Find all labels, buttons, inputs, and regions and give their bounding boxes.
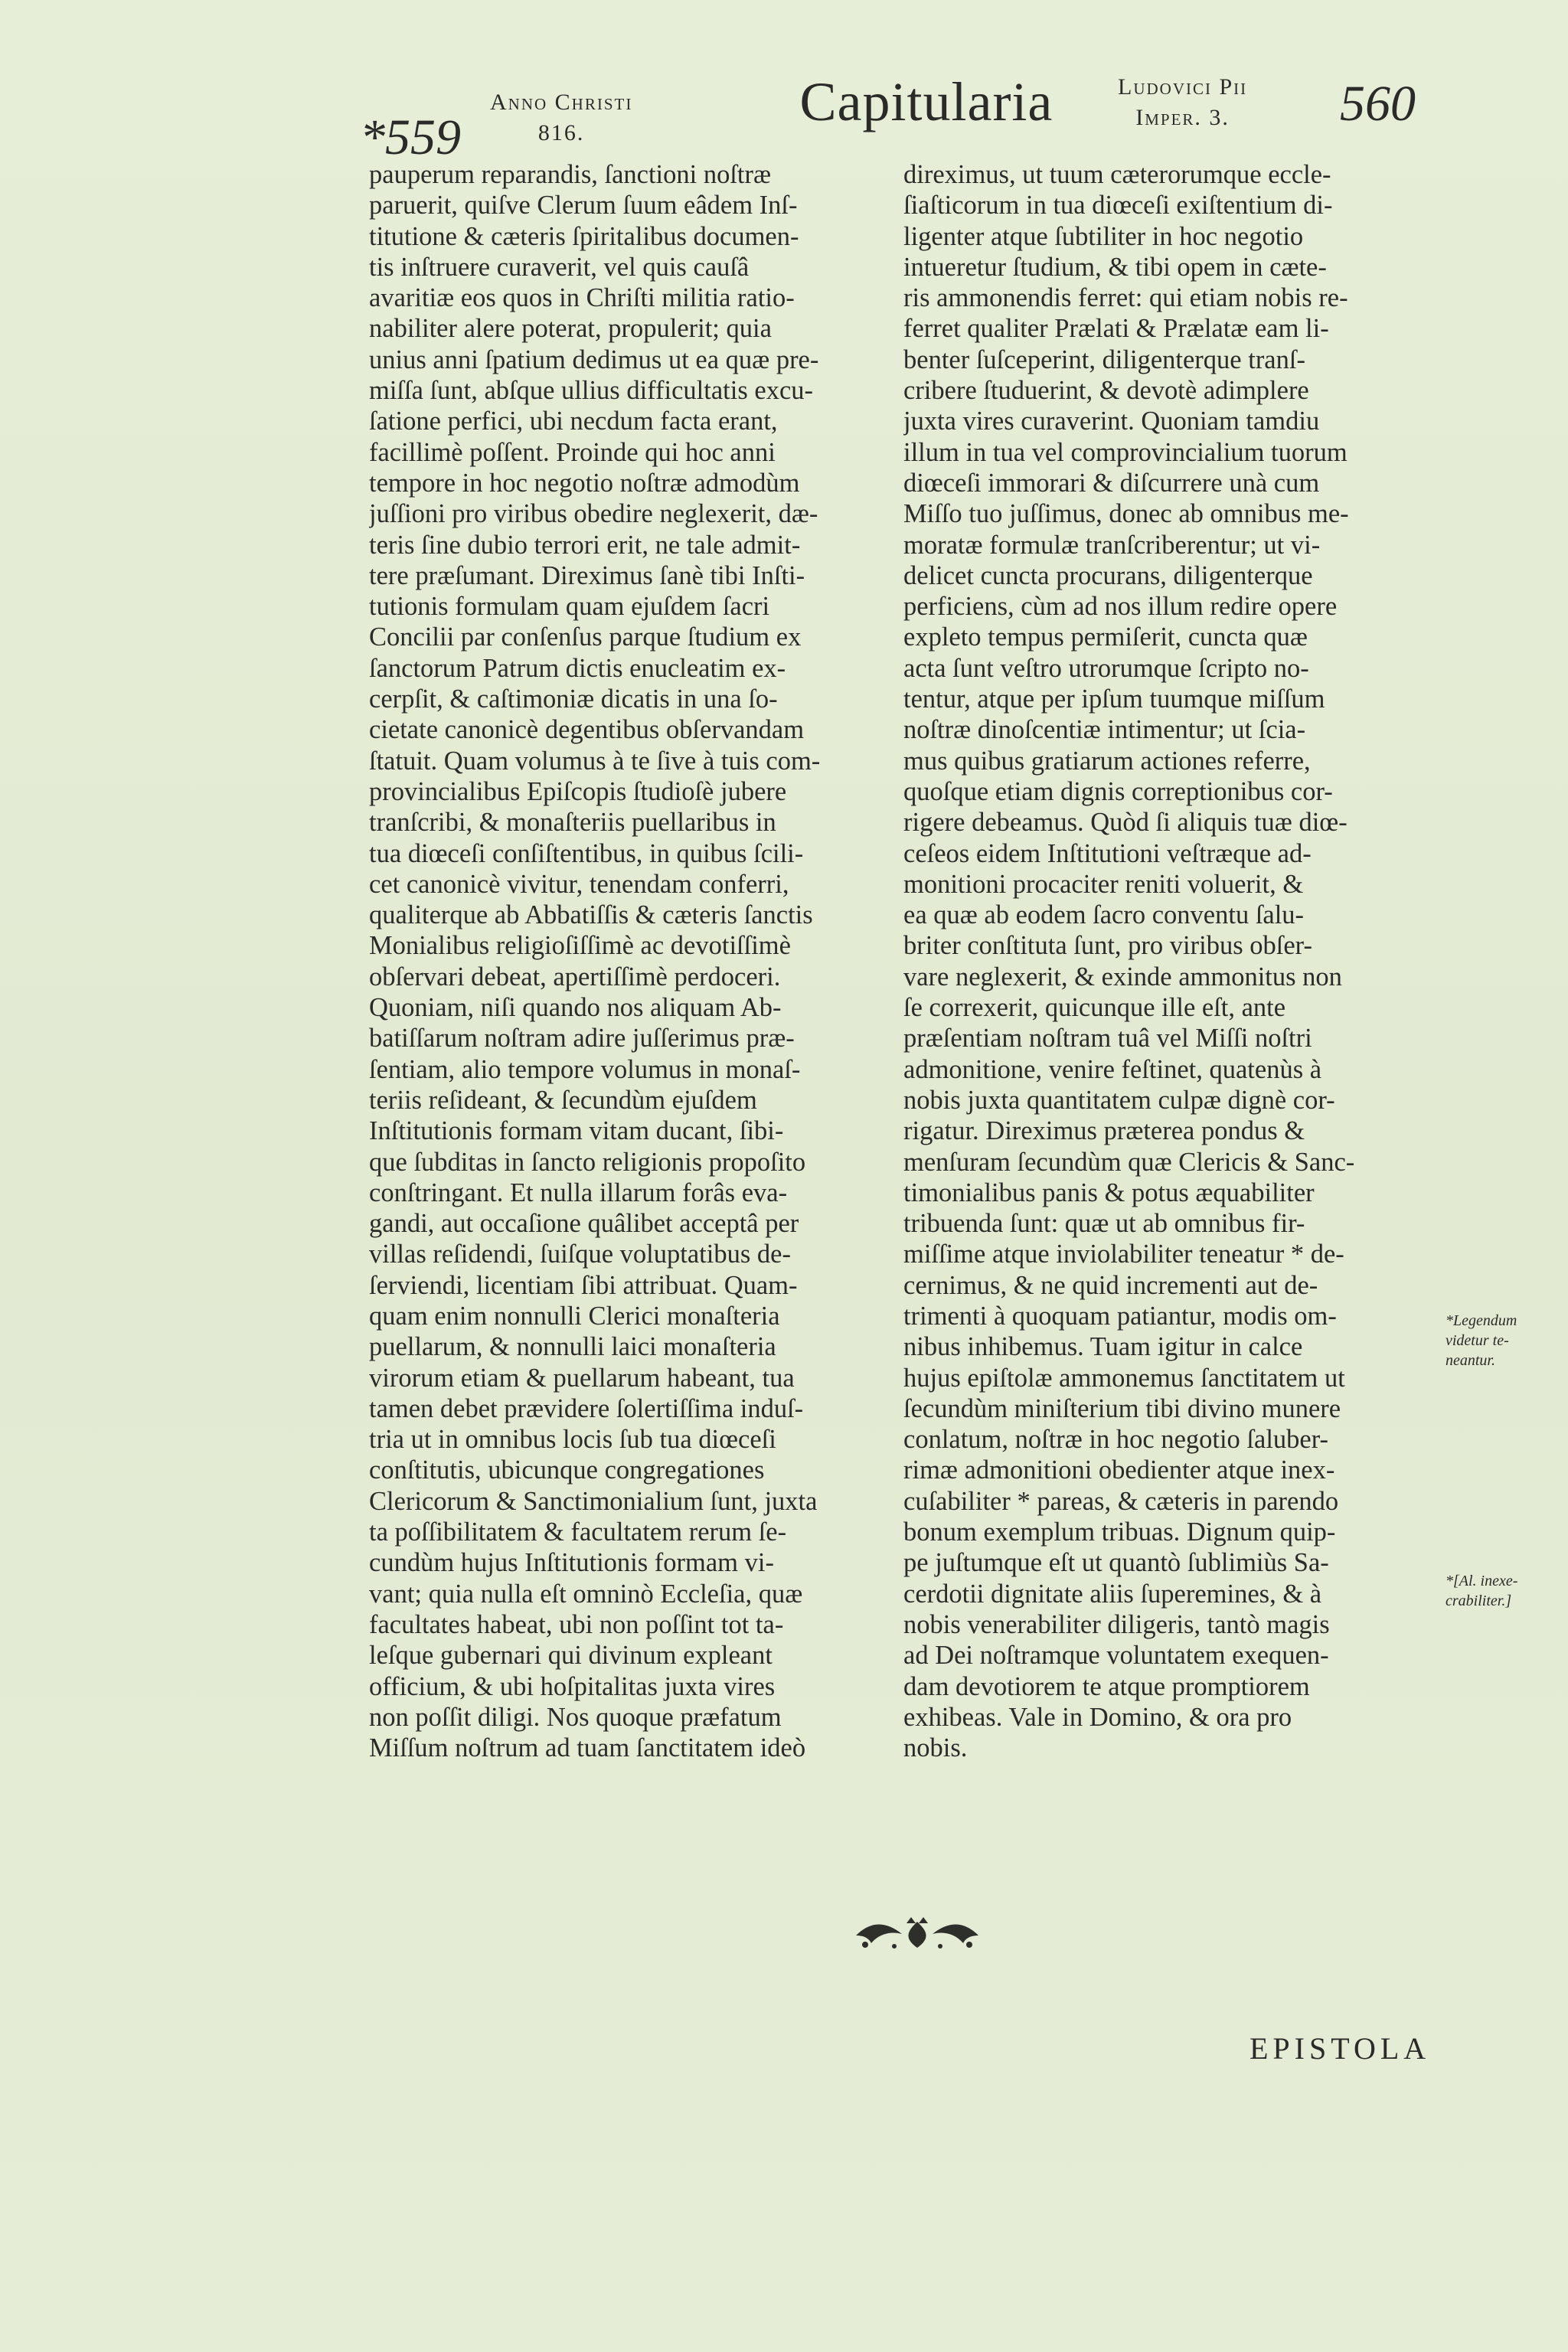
- fleuron-ornament-icon: [848, 1914, 986, 1957]
- text-column-right: [903, 159, 1439, 1763]
- text-line: cernimus, & ne quid incrementi aut de-: [903, 1270, 1318, 1300]
- margin-note-2: [1446, 1571, 1517, 1611]
- text-line: acta ſunt veſtro utrorumque ſcripto no-: [903, 653, 1309, 683]
- text-line: pauperum reparandis, ſanctioni noſtræ: [369, 160, 772, 189]
- text-line: rimæ admonitioni obedienter atque inex-: [903, 1455, 1335, 1485]
- text-line: dam devotiorem te atque promptiorem: [903, 1671, 1310, 1701]
- text-line: nobis venerabiliter diligeris, tantò magis: [903, 1609, 1330, 1639]
- text-line: tutionis formulam quam ejuſdem ſacri: [369, 592, 770, 622]
- text-line: tere præſumant. Direximus ſanè tibi Inſti-: [369, 560, 805, 590]
- text-line: noſtræ dinoſcentiæ intimentur; ut ſcia-: [903, 715, 1306, 745]
- ludovici-pii: Ludovici Pii: [1118, 74, 1248, 100]
- text-line: teriis reſideant, & ſecundùm ejuſdem: [369, 1085, 757, 1115]
- running-title: Capitularia: [799, 71, 1054, 132]
- text-line: avaritiæ eos quos in Chriſti militia ratio-: [369, 283, 795, 313]
- margin-note-1-line: *Legendum: [1446, 1312, 1517, 1329]
- text-line: ſatione perfici, ubi necdum facta erant,: [369, 407, 778, 436]
- text-line: conſtringant. Et nulla illarum forâs eva-: [369, 1178, 788, 1207]
- margin-note-2-line: *[Al. inexe-: [1446, 1573, 1518, 1589]
- text-line: ſanctorum Patrum dictis enucleatim ex-: [369, 653, 786, 683]
- text-line: vant; quia nulla eſt omninò Eccleſia, quæ: [369, 1579, 803, 1609]
- text-line: titutione & cæteris ſpiritalibus documen-: [369, 221, 799, 251]
- text-line: qualiterque ab Abbatiſſis & cæteris ſanctis: [369, 900, 813, 930]
- text-line: ceſeos eidem Inſtitutioni veſtræque ad-: [903, 838, 1312, 868]
- running-head-emperor: [1118, 72, 1247, 133]
- margin-note-1-line: videtur te-: [1446, 1332, 1509, 1349]
- text-line: nabiliter alere poterat, propulerit; quia: [369, 314, 772, 344]
- text-line: gandi, aut occaſione quâlibet acceptâ per: [369, 1209, 799, 1239]
- text-line: cundùm hujus Inſtitutionis formam vi-: [369, 1548, 774, 1578]
- text-line: virorum etiam & puellarum habeant, tua: [369, 1363, 795, 1393]
- text-line: juſſioni pro viribus obedire neglexerit, dæ-: [369, 499, 818, 529]
- text-column-left: [369, 159, 905, 1763]
- text-line: quam enim nonnulli Clerici monaſteria: [369, 1301, 780, 1331]
- imper-year: Imper. 3.: [1135, 105, 1230, 130]
- text-line: direximus, ut tuum cæterorumque eccle-: [903, 160, 1331, 189]
- text-line: conſtitutis, ubicunque congregationes: [369, 1455, 765, 1485]
- text-line: cet canonicè vivitur, tenendam conferri,: [369, 869, 789, 899]
- text-line: ſerviendi, licentiam ſibi attribuat. Quam-: [369, 1270, 798, 1300]
- text-line: bonum exemplum tribuas. Dignum quip-: [903, 1517, 1336, 1547]
- text-line: delicet cuncta procurans, diligenterque: [903, 560, 1313, 590]
- text-line: monitioni procaciter reniti voluerit, &: [903, 869, 1304, 899]
- text-line: nobis juxta quantitatem culpæ dignè cor-: [903, 1085, 1335, 1115]
- running-head-year: [490, 87, 632, 149]
- text-line: ſtatuit. Quam volumus à te ſive à tuis com-: [369, 746, 821, 776]
- text-line: ea quæ ab eodem ſacro conventu ſalu-: [903, 900, 1305, 930]
- text-line: tamen debet prævidere ſolertiſſima induſ-: [369, 1393, 804, 1423]
- text-line: benter ſuſceperint, diligenterque tranſ-: [903, 345, 1305, 374]
- text-line: ſe correxerit, quicunque ille eſt, ante: [903, 993, 1286, 1023]
- text-line: admonitione, venire feſtinet, quatenùs à: [903, 1054, 1322, 1084]
- text-line: conlatum, noſtræ in hoc negotio ſaluber-: [903, 1425, 1329, 1455]
- text-line: trimenti à quoquam patiantur, modis om-: [903, 1301, 1337, 1331]
- margin-note-2-line: crabiliter.]: [1446, 1592, 1512, 1609]
- text-line: batiſſarum noſtram adire juſſerimus præ-: [369, 1024, 795, 1054]
- text-line: nibus inhibemus. Tuam igitur in calce: [903, 1332, 1303, 1362]
- text-line: cietate canonicè degentibus obſervandam: [369, 715, 805, 745]
- text-line: cuſabiliter * pareas, & cæteris in parendo: [903, 1486, 1339, 1516]
- text-line: facillimè poſſent. Proinde qui hoc anni: [369, 437, 776, 467]
- margin-note-1: [1446, 1311, 1517, 1370]
- text-line: facultates habeat, ubi non poſſint tot ta-: [369, 1609, 784, 1639]
- text-line: ſecundùm miniſterium tibi divino munere: [903, 1393, 1341, 1423]
- text-line: Monialibus religioſiſſimè ac devotiſſimè: [369, 931, 791, 961]
- text-line: tis inſtruere curaverit, vel quis cauſâ: [369, 252, 750, 282]
- text-line: rigere debeamus. Quòd ſi aliquis tuæ diœ-: [903, 808, 1348, 838]
- text-line: cerdotii dignitate aliis ſuperemines, & à: [903, 1579, 1322, 1609]
- catchword: EPISTOLA: [1250, 2031, 1431, 2066]
- text-line: villas reſidendi, ſuiſque voluptatibus de-: [369, 1240, 791, 1269]
- text-line: expleto tempus permiſerit, cuncta quæ: [903, 622, 1308, 652]
- text-line: obſervari debeat, apertiſſimè perdoceri.: [369, 962, 781, 991]
- text-line: Miſſum noſtrum ad tuam ſanctitatem ideò: [369, 1733, 806, 1763]
- text-line: cribere ſtuduerint, & devotè adimplere: [903, 376, 1309, 406]
- text-line: tribuenda ſunt: quæ ut ab omnibus fir-: [903, 1209, 1305, 1239]
- text-line: paruerit, quiſve Clerum ſuum eâdem Inſ-: [369, 191, 798, 220]
- text-line: leſque gubernari qui divinum expleant: [369, 1641, 773, 1671]
- text-line: tua diœceſi conſiſtentibus, in quibus ſcili-: [369, 838, 804, 868]
- text-line: officium, & ubi hoſpitalitas juxta vires: [369, 1671, 776, 1701]
- text-line: provincialibus Epiſcopis ſtudioſè jubere: [369, 776, 787, 806]
- text-line: juxta vires curaverint. Quoniam tamdiu: [903, 407, 1320, 436]
- text-line: Inſtitutionis formam vitam ducant, ſibi-: [369, 1116, 784, 1146]
- anno-christi: Anno Christi: [490, 90, 633, 115]
- text-line: miſſa ſunt, abſque ullius difficultatis excu-: [369, 376, 813, 406]
- text-line: quoſque etiam dignis correptionibus cor-: [903, 776, 1333, 806]
- page-number-left: *559: [360, 109, 461, 165]
- text-line: rigatur. Direximus præterea pondus &: [903, 1116, 1305, 1146]
- text-line: menſuram ſecundùm quæ Clericis & Sanc-: [903, 1147, 1355, 1177]
- text-line: ſentiam, alio tempore volumus in monaſ-: [369, 1054, 801, 1084]
- text-line: tranſcribi, & monaſteriis puellaribus in: [369, 808, 776, 838]
- text-line: tempore in hoc negotio noſtræ admodùm: [369, 468, 800, 498]
- text-line: tria ut in omnibus locis ſub tua diœceſi: [369, 1425, 776, 1455]
- text-line: exhibeas. Vale in Domino, & ora pro: [903, 1702, 1292, 1732]
- margin-note-1-line: neantur.: [1446, 1352, 1495, 1369]
- text-line: ris ammonendis ferret: qui etiam nobis re-: [903, 283, 1348, 313]
- text-line: diœceſi immorari & diſcurrere unà cum: [903, 468, 1320, 498]
- text-line: perficiens, cùm ad nos illum redire opere: [903, 592, 1338, 622]
- text-line: timonialibus panis & potus æquabiliter: [903, 1178, 1315, 1207]
- text-line: intueretur ſtudium, & tibi opem in cæte-: [903, 252, 1327, 282]
- text-line: miſſime atque inviolabiliter teneatur * de-: [903, 1240, 1344, 1269]
- text-line: Miſſo tuo juſſimus, donec ab omnibus me-: [903, 499, 1349, 529]
- text-line: Concilii par conſenſus parque ſtudium ex: [369, 622, 802, 652]
- text-line: ligenter atque ſubtiliter in hoc negotio: [903, 221, 1304, 251]
- text-line: teris ſine dubio terrori erit, ne tale admit-: [369, 530, 801, 560]
- text-line: Clericorum & Sanctimonialium ſunt, juxta: [369, 1486, 818, 1516]
- text-line: moratæ formulæ tranſcriberentur; ut vi-: [903, 530, 1321, 560]
- text-line: ſiaſticorum in tua diœceſi exiſtentium di-: [903, 191, 1333, 220]
- text-line: tentur, atque per ipſum tuumque miſſum: [903, 684, 1325, 714]
- text-line: ferret qualiter Prælati & Prælatæ eam li-: [903, 314, 1329, 344]
- text-line: que ſubditas in ſancto religionis propoſito: [369, 1147, 806, 1177]
- page-number-right: 560: [1340, 76, 1416, 132]
- text-line: unius anni ſpatium dedimus ut ea quæ pre-: [369, 345, 819, 374]
- text-line: pe juſtumque eſt ut quantò ſublimiùs Sa-: [903, 1548, 1329, 1578]
- text-line: præſentiam noſtram tuâ vel Miſſi noſtri: [903, 1024, 1312, 1054]
- text-line: briter conſtituta ſunt, pro viribus obſer-: [903, 931, 1312, 961]
- text-line: Quoniam, niſi quando nos aliquam Ab-: [369, 993, 782, 1023]
- text-line: ta poſſibilitatem & facultatem rerum ſe-: [369, 1517, 787, 1547]
- text-line: puellarum, & nonnulli laici monaſteria: [369, 1332, 776, 1362]
- text-line: illum in tua vel comprovincialium tuorum: [903, 437, 1348, 467]
- text-line: non poſſit diligi. Nos quoque præfatum: [369, 1702, 782, 1732]
- text-line: cerpſit, & caſtimoniæ dicatis in una ſo-: [369, 684, 778, 714]
- text-line: hujus epiſtolæ ammonemus ſanctitatem ut: [903, 1363, 1345, 1393]
- text-line: ad Dei noſtramque voluntatem exequen-: [903, 1641, 1329, 1671]
- text-line: nobis.: [903, 1733, 968, 1763]
- anno-year: 816.: [537, 120, 585, 145]
- text-line: mus quibus gratiarum actiones referre,: [903, 746, 1311, 776]
- text-line: vare neglexerit, & exinde ammonitus non: [903, 962, 1342, 991]
